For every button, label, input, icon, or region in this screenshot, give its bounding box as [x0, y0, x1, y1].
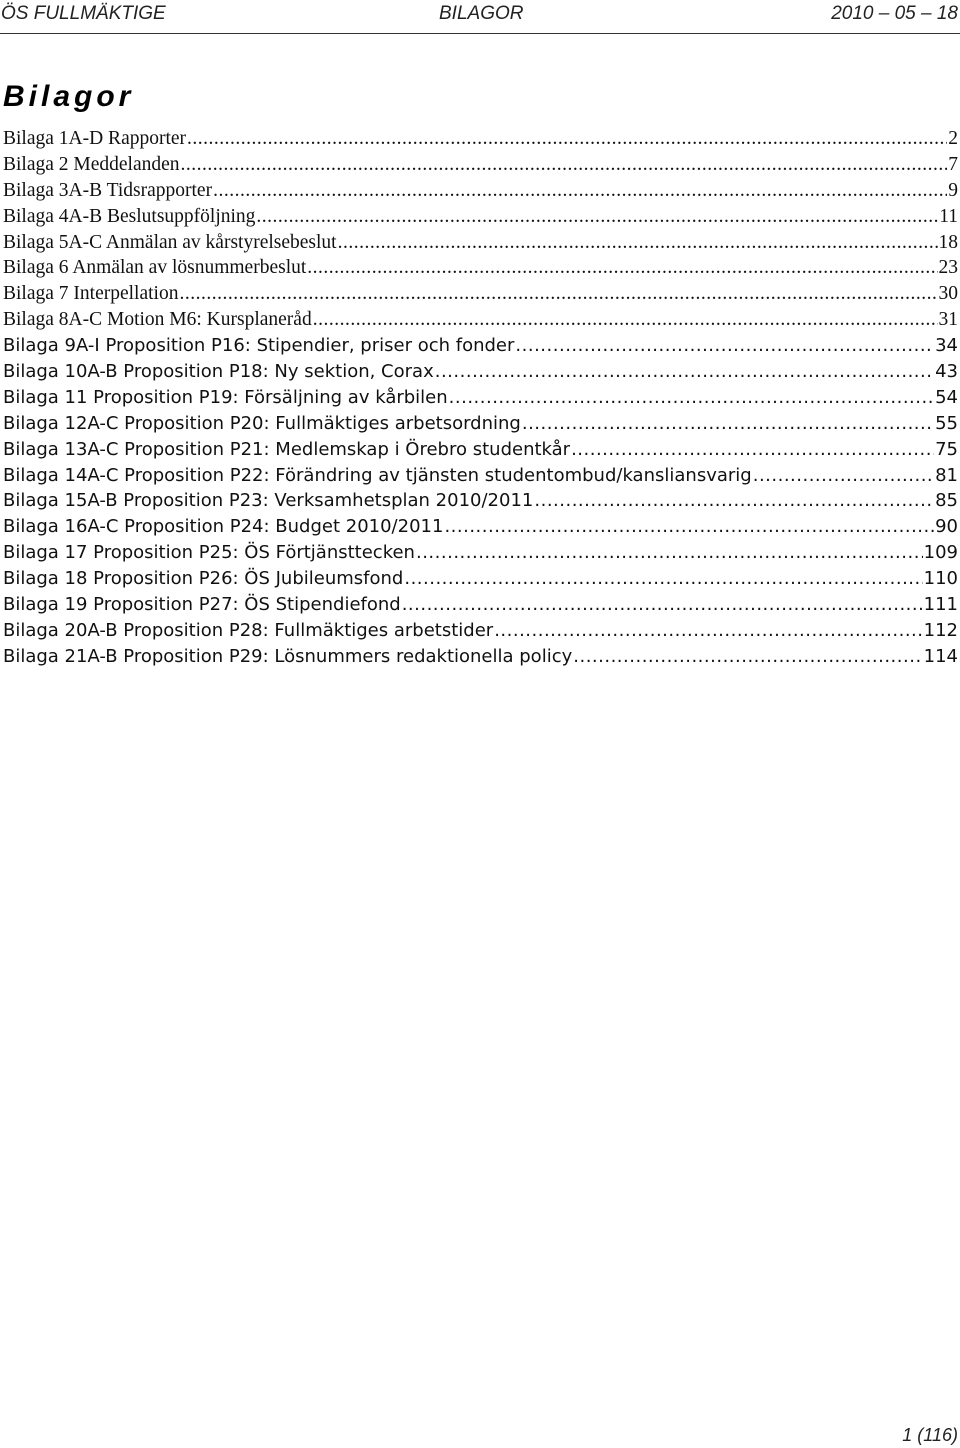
toc-entry-page-number: 7: [948, 153, 958, 175]
toc-entry[interactable]: [3, 281, 958, 307]
toc-entry[interactable]: [3, 359, 958, 385]
toc-entry-label: Bilaga 6 Anmälan av lösnummerbeslut: [3, 257, 307, 279]
toc-leader-dots: [571, 437, 934, 463]
header-divider: [0, 33, 960, 34]
toc-entry-page-number: 9: [948, 179, 958, 201]
toc-entry-page-number: 34: [935, 335, 958, 357]
toc-entry-label: Bilaga 19 Proposition P27: ÖS Stipendiefond: [3, 594, 401, 616]
toc-leader-dots: [313, 307, 938, 333]
toc-entry[interactable]: [3, 566, 958, 592]
toc-entry-page-number: 43: [935, 361, 958, 383]
toc-entry-label: Bilaga 14A-C Proposition P22: Förändring av tjänsten studentombud/kansliansvarig: [3, 464, 752, 486]
toc-leader-dots: [338, 230, 938, 256]
toc-entry[interactable]: [3, 463, 958, 489]
toc-entry[interactable]: [3, 204, 958, 230]
toc-entry-page-number: 11: [939, 205, 958, 227]
toc-entry[interactable]: [3, 333, 958, 359]
page-title: Bilagor: [3, 80, 135, 113]
toc-entry-label: Bilaga 2 Meddelanden: [3, 153, 180, 175]
toc-leader-dots: [181, 152, 948, 178]
toc-entry-page-number: 112: [923, 619, 958, 641]
toc-entry-label: Bilaga 11 Proposition P19: Försäljning av kårbilen: [3, 386, 448, 408]
toc-leader-dots: [515, 333, 934, 359]
toc-entry-label: Bilaga 17 Proposition P25: ÖS Förtjänsttecken: [3, 542, 415, 564]
toc-leader-dots: [187, 126, 947, 152]
toc-entry[interactable]: [3, 152, 958, 178]
toc-leader-dots: [444, 514, 934, 540]
toc-entry[interactable]: [3, 307, 958, 333]
toc-entry[interactable]: [3, 255, 958, 281]
toc-leader-dots: [494, 618, 922, 644]
toc-leader-dots: [416, 540, 923, 566]
toc-entry-page-number: 2: [948, 128, 958, 149]
toc-entry-page-number: 90: [935, 516, 958, 538]
toc-entry-page-number: 30: [938, 283, 958, 305]
toc-entry-page-number: 81: [935, 464, 958, 486]
toc-entry[interactable]: [3, 618, 958, 644]
toc-leader-dots: [404, 566, 922, 592]
toc-entry-page-number: 85: [935, 490, 958, 512]
toc-entry-label: Bilaga 10A-B Proposition P18: Ny sektion, Corax: [3, 361, 434, 383]
toc-leader-dots: [522, 411, 934, 437]
toc-entry-label: Bilaga 18 Proposition P26: ÖS Jubileumsfond: [3, 568, 404, 590]
toc-leader-dots: [179, 281, 937, 307]
toc-entry-page-number: 18: [938, 231, 958, 253]
toc-entry-label: Bilaga 16A-C Proposition P24: Budget 2010/2011: [3, 516, 444, 538]
toc-entry[interactable]: [3, 540, 958, 566]
toc-leader-dots: [534, 488, 934, 514]
toc-leader-dots: [307, 255, 937, 281]
toc-leader-dots: [435, 359, 934, 385]
header-date: 2010 – 05 – 18: [831, 3, 958, 24]
toc-entry[interactable]: [3, 644, 958, 670]
toc-entry-page-number: 111: [923, 594, 958, 616]
toc-leader-dots: [449, 385, 934, 411]
toc-entry-label: Bilaga 3A-B Tidsrapporter: [3, 179, 213, 201]
toc-entry-label: Bilaga 5A-C Anmälan av kårstyrelsebeslut: [3, 231, 337, 253]
header-org-name: ÖS FULLMÄKTIGE: [1, 3, 166, 24]
toc-entry-page-number: 109: [923, 542, 958, 564]
toc-entry-page-number: 55: [935, 412, 958, 434]
toc-entry-label: Bilaga 9A-I Proposition P16: Stipendier, priser och fonder: [3, 335, 515, 357]
toc-entry-page-number: 110: [923, 568, 958, 590]
toc-entry-label: Bilaga 7 Interpellation: [3, 283, 179, 305]
header-section-name: BILAGOR: [439, 3, 524, 24]
toc-entry[interactable]: [3, 592, 958, 618]
toc-entry-label: Bilaga 13A-C Proposition P21: Medlemskap i Örebro studentkår: [3, 438, 571, 460]
toc-entry-label: Bilaga 12A-C Proposition P20: Fullmäktiges arbetsordning: [3, 412, 521, 434]
toc-entry[interactable]: [3, 514, 958, 540]
toc-entry-page-number: 114: [923, 645, 958, 667]
toc-entry[interactable]: [3, 126, 958, 152]
toc-entry-page-number: 31: [938, 309, 958, 331]
toc-entry[interactable]: [3, 411, 958, 437]
toc-entry-label: Bilaga 20A-B Proposition P28: Fullmäktiges arbetstider: [3, 619, 494, 641]
toc-entry-label: Bilaga 15A-B Proposition P23: Verksamhetsplan 2010/2011: [3, 490, 534, 512]
toc-leader-dots: [573, 644, 922, 670]
toc-entry-page-number: 75: [935, 438, 958, 460]
toc-entry-page-number: 23: [938, 257, 958, 279]
page-number: 1 (116): [902, 1425, 958, 1445]
toc-entry[interactable]: [3, 230, 958, 256]
table-of-contents: [3, 126, 958, 670]
toc-leader-dots: [402, 592, 923, 618]
toc-entry-label: Bilaga 8A-C Motion M6: Kursplaneråd: [3, 309, 312, 331]
toc-entry-label: Bilaga 4A-B Beslutsuppföljning: [3, 205, 256, 227]
toc-entry[interactable]: [3, 437, 958, 463]
toc-entry[interactable]: [3, 178, 958, 204]
toc-entry-label: Bilaga 1A-D Rapporter: [3, 128, 187, 149]
toc-entry[interactable]: [3, 385, 958, 411]
toc-leader-dots: [256, 204, 938, 230]
toc-leader-dots: [213, 178, 947, 204]
toc-entry-label: Bilaga 21A-B Proposition P29: Lösnummers redaktionella policy: [3, 645, 573, 667]
page-header: [0, 3, 960, 27]
toc-entry-page-number: 54: [935, 386, 958, 408]
toc-entry[interactable]: [3, 488, 958, 514]
toc-leader-dots: [753, 463, 934, 489]
